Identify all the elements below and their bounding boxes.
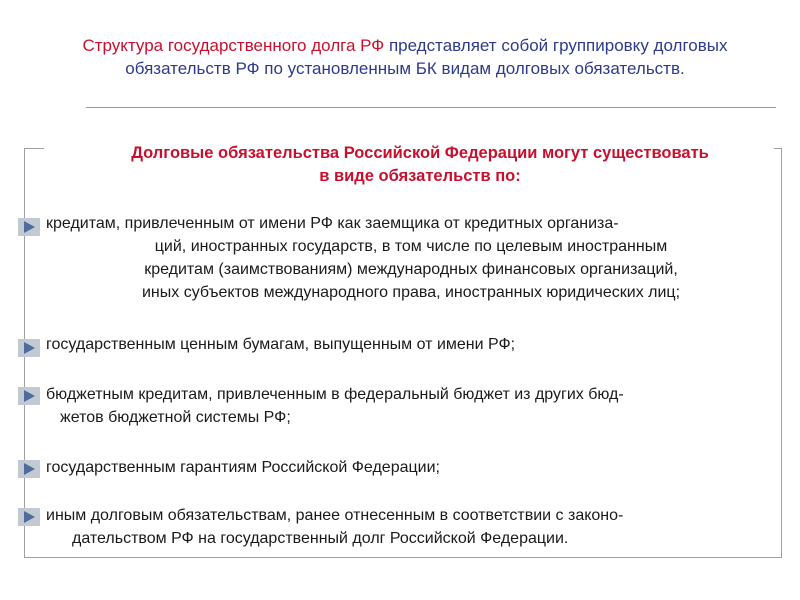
heading-divider [86,107,776,108]
play-arrow-icon [18,387,40,405]
play-arrow-icon [18,508,40,526]
list-item-line: кредитам (заимствованиям) международных финансовых организаций, [144,261,678,278]
list-item [46,456,776,479]
list-item-line: государственным гарантиям Российской Федерации; [46,459,440,476]
heading-accent: Структура государственного долга РФ [82,36,385,55]
list-item [46,383,776,429]
list-item-line: иных субъектов международного права, иностранных юридических лиц; [141,284,681,301]
slide-heading [60,34,750,80]
play-arrow-icon [18,218,40,236]
list-item-line: государственным ценным бумагам, выпущенным от имени РФ; [46,336,516,353]
subheading-line-2: в виде обязательств по: [319,167,521,185]
list-item-line: ций, иностранных государств, в том числе по целевым иностранным [154,238,668,255]
list-item-line: бюджетным кредитам, привлеченным в федеральный бюджет из других бюд- [46,386,624,403]
play-arrow-icon [18,460,40,478]
list-item-line: кредитам, привлеченным от имени РФ как заемщика от кредитных организа- [46,215,619,232]
list-item [46,504,776,550]
heading-text: представляет собой группировку долговых обязательств РФ по установленным БК видам долговых обязательств. [125,36,728,78]
list-item-line: иным долговым обязательствам, ранее отнесенным в соответствии с законо- [46,507,624,524]
list-item [46,333,776,356]
subheading-line-1: Долговые обязательства Российской Федерации могут существовать [131,144,709,162]
section-subheading [40,142,800,188]
play-arrow-icon [18,339,40,357]
list-item-line: дательством РФ на государственный долг Российской Федерации. [72,530,569,547]
list-item-line: жетов бюджетной системы РФ; [60,409,291,426]
list-item [46,212,776,304]
